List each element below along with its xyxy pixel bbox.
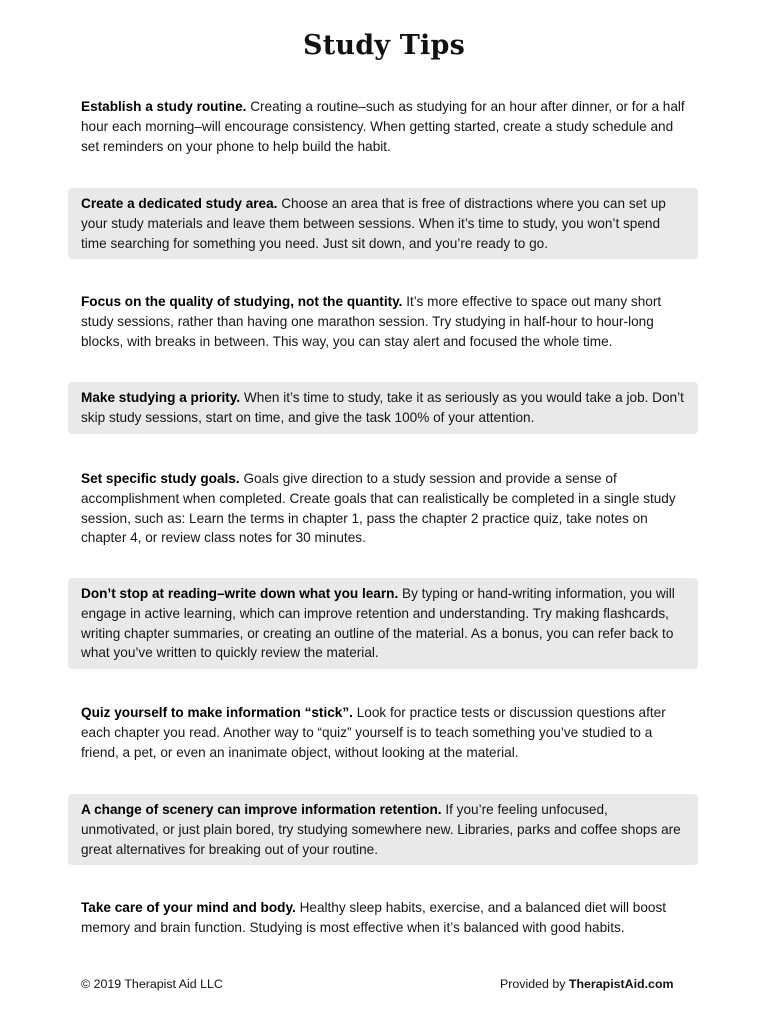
tip-heading: Make studying a priority.: [81, 390, 241, 405]
tip-body: Goals give direction to a study session and provide a sense of accomplishment when completed. Create goals that can realistically be completed in a single study session, such as: Learn the terms in chapter 1, pass the chapter 2 practice quiz, take notes on chapter 4, or review class notes for 30 minutes.: [81, 471, 676, 546]
tip-body: Creating a routine–such as studying for an hour after dinner, or for a half hour each morning–will encourage consistency. When getting started, create a study schedule and set reminders on your phone to help build the habit.: [81, 99, 685, 154]
tip-heading: Set specific study goals.: [81, 471, 240, 486]
tip-study-routine: [68, 91, 698, 162]
tip-heading: Take care of your mind and body.: [81, 900, 296, 915]
tip-body: Look for practice tests or discussion questions after each chapter you read. Another way to “quiz” yourself is to teach something you’ve studied to a friend, a pet, or even an inanimate object, without looking at the material.: [81, 705, 666, 760]
footer-provided-label: Provided by: [500, 977, 566, 991]
tip-body: It’s more effective to space out many short study sessions, rather than having one marathon session. Try studying in half-hour to hour-long blocks, with breaks in between. This way, you can stay alert and focused the whole time.: [81, 294, 662, 349]
tip-quality: [68, 286, 698, 357]
tip-priority: [68, 382, 698, 434]
tip-mind-body: [68, 892, 698, 944]
tip-goals: [68, 463, 698, 554]
tip-scenery: [68, 794, 698, 865]
tip-study-area: [68, 188, 698, 259]
tip-heading: A change of scenery can improve information retention.: [81, 802, 442, 817]
tip-body: Healthy sleep habits, exercise, and a balanced diet will boost memory and brain function. Studying is most effective when it’s balanced with good habits.: [81, 900, 667, 935]
tip-body: By typing or hand-writing information, you will engage in active learning, which can improve retention and understanding. Try making flashcards, writing chapter summaries, or creating an outline of the material. As a bonus, you can refer back to what you’ve written to quickly review the material.: [81, 586, 675, 661]
tip-write-down: [68, 578, 698, 669]
footer-copyright: © 2019 Therapist Aid LLC: [81, 977, 223, 991]
tip-body: When it’s time to study, take it as seriously as you would take a job. Don’t skip study sessions, start on time, and give the task 100% of your attention.: [81, 390, 684, 425]
tip-body: Choose an area that is free of distractions where you can set up your study materials and leave them between sessions. When it’s time to study, you won’t spend time searching for something you need. Just sit down, and you’re ready to go.: [81, 196, 666, 251]
tip-heading: Create a dedicated study area.: [81, 196, 278, 211]
tip-heading: Don’t stop at reading–write down what you learn.: [81, 586, 399, 601]
page-title: Study Tips: [303, 30, 465, 61]
tip-heading: Quiz yourself to make information “stick”.: [81, 705, 353, 720]
footer-provided-by: [500, 977, 674, 991]
tip-quiz: [68, 697, 698, 768]
tip-heading: Establish a study routine.: [81, 99, 247, 114]
tip-heading: Focus on the quality of studying, not the quantity.: [81, 294, 403, 309]
tip-body: If you’re feeling unfocused, unmotivated, or just plain bored, try studying somewhere new. Libraries, parks and coffee shops are great alternatives for breaking out of your routine.: [81, 802, 681, 857]
footer-brand-link[interactable]: TherapistAid.com: [568, 977, 674, 991]
